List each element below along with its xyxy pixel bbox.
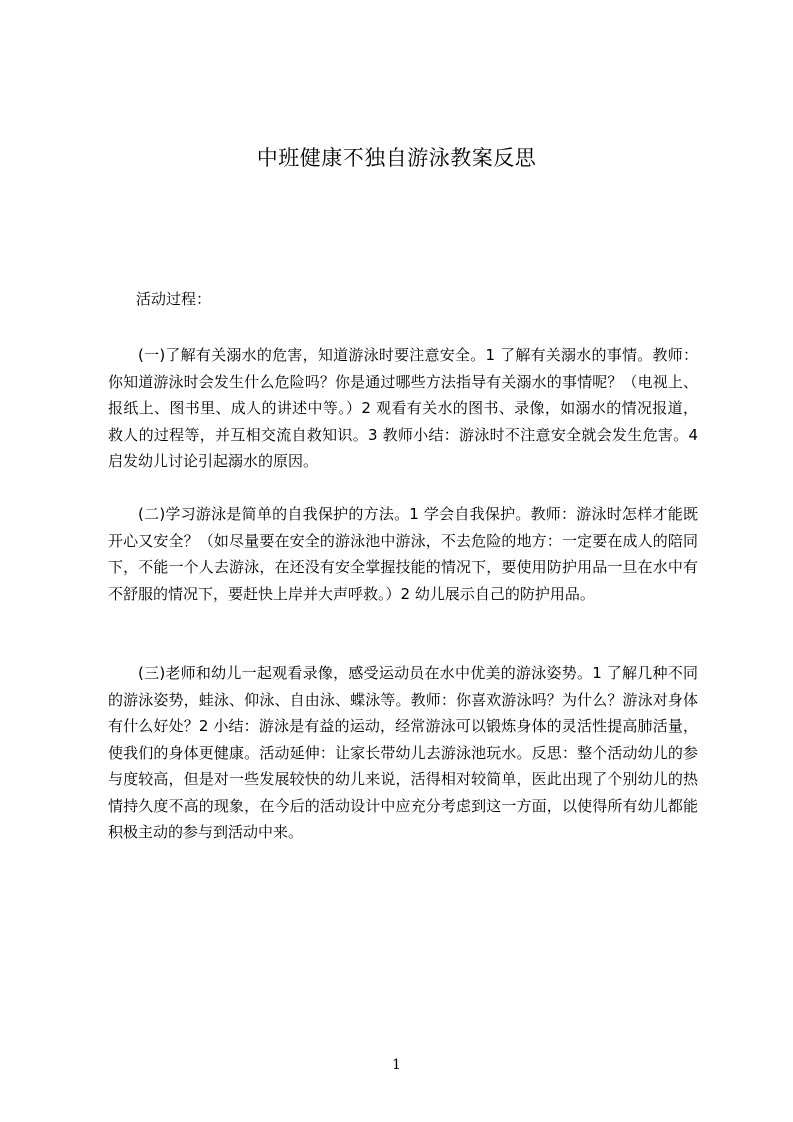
paragraph-1: (一)了解有关溺水的危害，知道游泳时要注意安全。1 了解有关溺水的事情。教师：你知道游泳时会发生什么危险吗？你是通过哪些方法指导有关溺水的事情呢？（电视上、报纸上、图书里、成人的讲述中等。）2 观看有关水的图书、录像，如溺水的情况报道，救人的过程等，并互相交流自救知识。3 教师小结：游泳时不注意安全就会发生危害。4 启发幼儿讨论引起溺水的原因。 xyxy=(108,346,698,470)
document-title: 中班健康不独自游泳教案反思 xyxy=(256,146,537,170)
section-heading: 活动过程： xyxy=(136,290,212,308)
paragraph-3: (三)老师和幼儿一起观看录像，感受运动员在水中优美的游泳姿势。1 了解几种不同的游泳姿势，蛙泳、仰泳、自由泳、蝶泳等。教师：你喜欢游泳吗？为什么？游泳对身体有什么好处？2 小结：游泳是有益的运动，经常游泳可以锻炼身体的灵活性提高肺活量，使我们的身体更健康。活动延伸：让家长带幼儿去游泳池玩水。反思：整个活动幼儿的参与度较高，但是对一些发展较快的幼儿来说，活得相对较简单，医此出现了个别幼儿的热情持久度不高的现象，在今后的活动设计中应充分考虑到这一方面，以使得所有幼儿都能积极主动的参与到活动中来。 xyxy=(108,664,698,841)
paragraph-2: (二)学习游泳是简单的自我保护的方法。1 学会自我保护。教师：游泳时怎样才能既开心又安全？（如尽量要在安全的游泳池中游泳，不去危险的地方：一定要在成人的陪同下，不能一个人去游泳，在还没有安全掌握技能的情况下，要使用防护用品一旦在水中有不舒服的情况下，要赶快上岸并大声呼救。）2 幼儿展示自己的防护用品。 xyxy=(108,505,698,603)
page-number: 1 xyxy=(392,1057,401,1073)
